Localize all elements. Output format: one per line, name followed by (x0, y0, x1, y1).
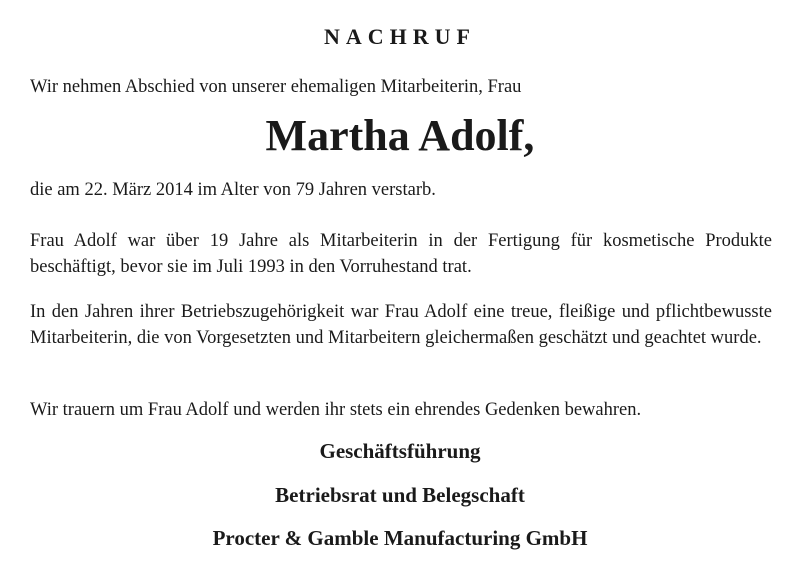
tribute-paragraph: In den Jahren ihrer Betriebszugehörigkeit war Frau Adolf eine treue, fleißige und pflichtbewusste Mitarbeiterin, die von Vorgesetzten und Mitarbeitern gleichermaßen geschätzt und geachtet wurde. (30, 302, 772, 348)
death-line: die am 22. März 2014 im Alter von 79 Jahren verstarb. (30, 180, 436, 200)
employment-paragraph: Frau Adolf war über 19 Jahre als Mitarbeiterin in der Fertigung für kosmetische Produkte beschäftigt, bevor sie im Juli 1993 in den Vorruhestand trat. (30, 231, 772, 277)
signature-management: Geschäftsführung (319, 439, 481, 463)
mourning-line: Wir trauern um Frau Adolf und werden ihr stets ein ehrendes Gedenken bewahren. (30, 400, 642, 420)
deceased-name: Martha Adolf, (265, 111, 535, 160)
notice-heading: NACHRUF (324, 24, 476, 49)
intro-line: Wir nehmen Abschied von unserer ehemaligen Mitarbeiterin, Frau (30, 77, 522, 97)
signature-company: Procter & Gamble Manufacturing GmbH (212, 526, 588, 550)
signature-works-council: Betriebsrat und Belegschaft (275, 483, 525, 507)
